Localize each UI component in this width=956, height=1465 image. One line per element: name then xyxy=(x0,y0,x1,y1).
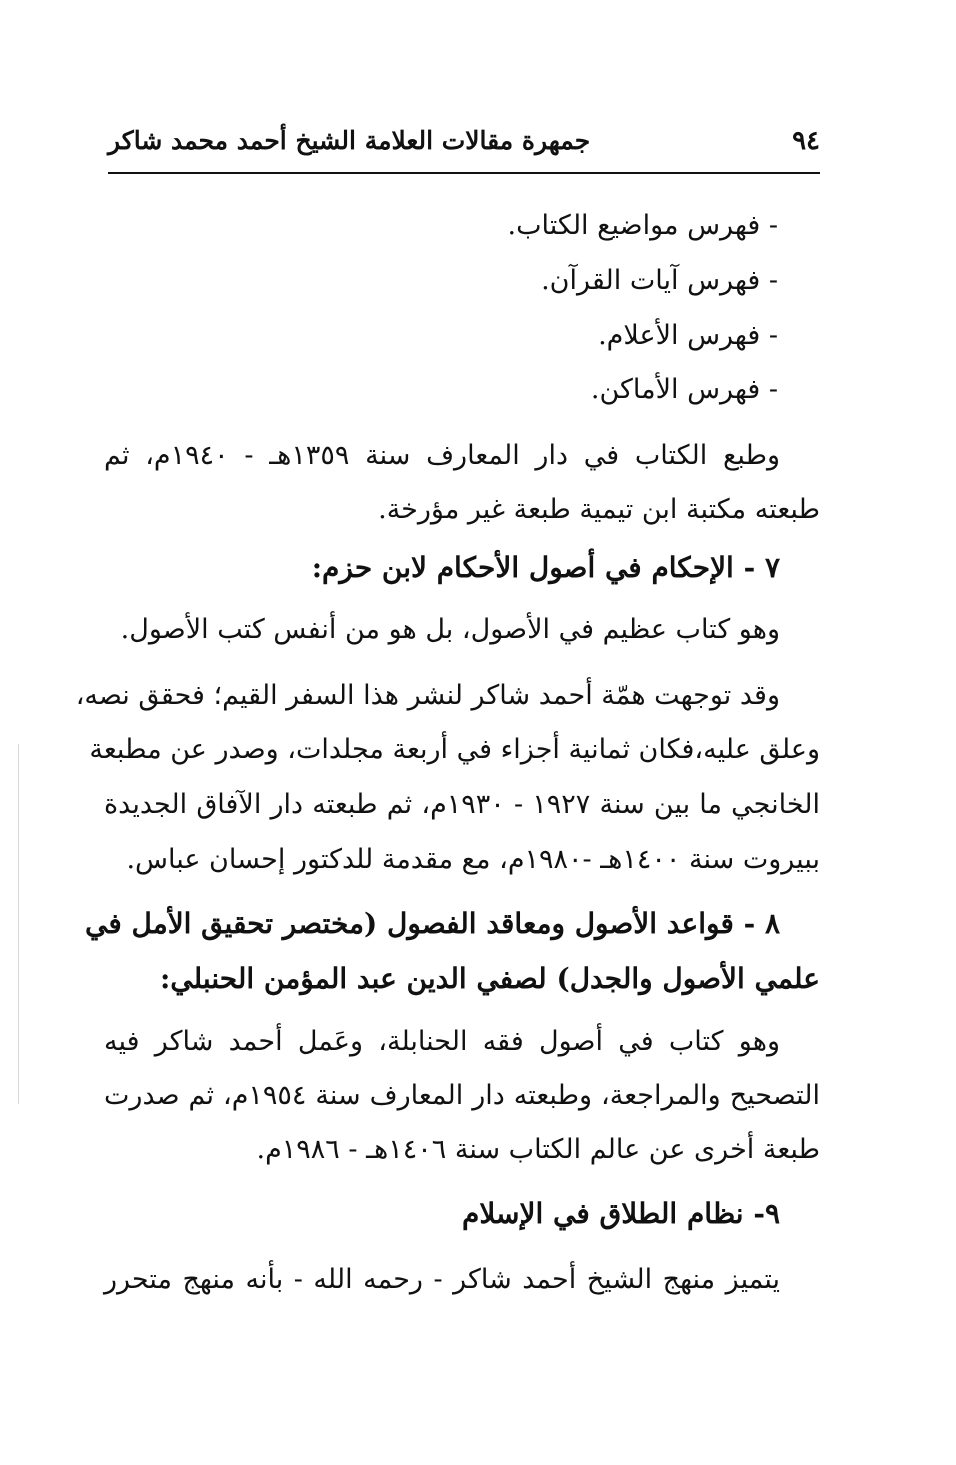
section-heading-7: ٧ - الإحكام في أصول الأحكام لابن حزم: xyxy=(311,551,780,584)
paragraph-line: الخانجي ما بين سنة ١٩٢٧ - ١٩٣٠م، ثم طبعته دار الآفاق الجديدة xyxy=(104,789,820,820)
paragraph-line: يتميز منهج الشيخ أحمد شاكر - رحمه الله - بأنه منهج متحرر xyxy=(104,1264,780,1295)
index-item-places: - فهرس الأماكن. xyxy=(590,374,778,405)
header-rule xyxy=(108,172,820,174)
index-item-names: - فهرس الأعلام. xyxy=(598,320,778,351)
index-item-topics: - فهرس مواضيع الكتاب. xyxy=(507,210,778,241)
page-number: ٩٤ xyxy=(792,126,820,156)
index-item-quran-verses: - فهرس آيات القرآن. xyxy=(541,265,778,296)
section-heading-8-continued: علمي الأصول والجدل) لصفي الدين عبد المؤمن الحنبلي: xyxy=(159,962,820,995)
section-heading-8: ٨ - قواعد الأصول ومعاقد الفصول (مختصر تحقيق الأمل في xyxy=(85,907,780,940)
running-header xyxy=(108,126,820,166)
paragraph-line: وهو كتاب في أصول فقه الحنابلة، وعَمل أحمد شاكر فيه xyxy=(104,1026,780,1057)
section-heading-9: ٩- نظام الطلاق في الإسلام xyxy=(462,1197,780,1230)
running-title: جمهرة مقالات العلامة الشيخ أحمد محمد شاكر xyxy=(108,126,591,155)
scan-edge-line xyxy=(18,744,19,1104)
paragraph-line: وقد توجهت همّة أحمد شاكر لنشر هذا السفر القيم؛ فحقق نصه، xyxy=(75,680,780,711)
paragraph-line: وهو كتاب عظيم في الأصول، بل هو من أنفس كتب الأصول. xyxy=(120,614,780,645)
paragraph-line: طبعة أخرى عن عالم الكتاب سنة ١٤٠٦هـ - ١٩٨٦م. xyxy=(256,1134,820,1165)
paragraph-line: وطبع الكتاب في دار المعارف سنة ١٣٥٩هـ - ١٩٤٠م، ثم xyxy=(104,440,781,471)
paragraph-line: التصحيح والمراجعة، وطبعته دار المعارف سنة ١٩٥٤م، ثم صدرت xyxy=(104,1080,820,1111)
paragraph-line: طبعته مكتبة ابن تيمية طبعة غير مؤرخة. xyxy=(378,494,820,525)
paragraph-line: ببيروت سنة ١٤٠٠هـ -١٩٨٠م، مع مقدمة للدكتور إحسان عباس. xyxy=(126,844,820,875)
paragraph-line: وعلق عليه،فكان ثمانية أجزاء في أربعة مجلدات، وصدر عن مطبعة xyxy=(89,734,820,765)
